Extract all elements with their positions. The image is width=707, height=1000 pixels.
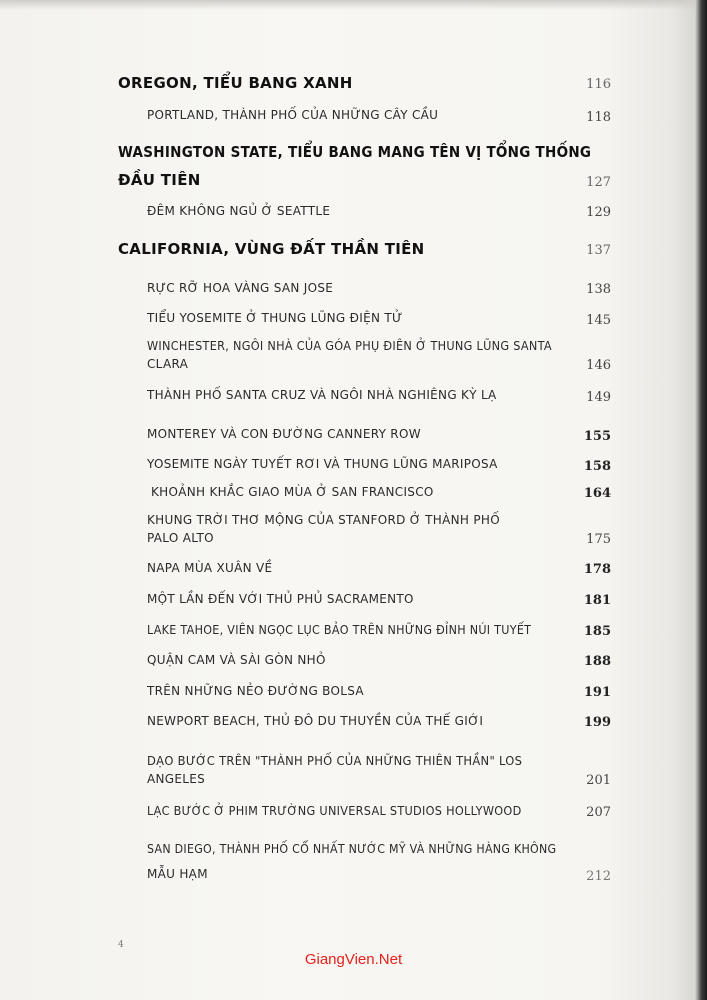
toc-page-number: 199 (583, 715, 611, 730)
toc-entry-title-line2: PALO ALTO (147, 531, 214, 545)
toc-page-number: 188 (583, 654, 611, 669)
toc-entry-title: RỰC RỠ HOA VÀNG SAN JOSE (147, 281, 334, 295)
toc-page-number: 178 (583, 562, 611, 577)
toc-page-number: 191 (583, 685, 611, 700)
toc-entry-title: TIỂU YOSEMITE Ở THUNG LŨNG ĐIỆN TỬ (147, 311, 403, 325)
toc-section-title: OREGON, TIỂU BANG XANH (118, 74, 353, 92)
toc-page-number: 127 (586, 175, 611, 190)
page-top-shadow (0, 0, 707, 10)
toc-section-title-line1: WASHINGTON STATE, TIỂU BANG MANG TÊN VỊ TỔNG THỐNG (118, 143, 592, 161)
toc-entry-title: QUẬN CAM VÀ SÀI GÒN NHỎ (147, 653, 326, 667)
toc-page-number: 212 (586, 869, 611, 884)
toc-page-number: 138 (586, 282, 611, 297)
toc-page-number: 158 (583, 459, 611, 474)
toc-page-number: 164 (583, 486, 611, 501)
toc-entry-title-line1: KHUNG TRỜI THƠ MỘNG CỦA STANFORD Ở THÀNH PHỐ (147, 513, 500, 527)
toc-page-number: 137 (586, 243, 611, 258)
toc-page-number: 185 (583, 624, 611, 639)
toc-page-number: 146 (586, 358, 611, 373)
book-spine (695, 0, 707, 1000)
toc-entry-title: PORTLAND, THÀNH PHỐ CỦA NHỮNG CÂY CẦU (147, 108, 439, 122)
toc-page-number: 201 (586, 773, 611, 788)
toc-entry-title: ĐÊM KHÔNG NGỦ Ở SEATTLE (147, 204, 331, 218)
toc-entry-title: NAPA MÙA XUÂN VỀ (147, 561, 273, 575)
toc-page-number: 181 (583, 593, 611, 608)
watermark: GiangVien.Net (304, 951, 403, 968)
toc-entry-title: KHOẢNH KHẮC GIAO MÙA Ở SAN FRANCISCO (151, 485, 434, 499)
toc-page-number: 116 (586, 77, 611, 92)
toc-page-number: 145 (586, 313, 611, 328)
toc-entry-title-line2: CLARA (147, 357, 189, 371)
toc-entry-title-line1: DẠO BƯỚC TRÊN "THÀNH PHỐ CỦA NHỮNG THIÊN THẦN" LOS (147, 754, 523, 768)
toc-page-number: 155 (583, 429, 611, 444)
toc-entry-title-line1: SAN DIEGO, THÀNH PHỐ CỔ NHẤT NƯỚC MỸ VÀ NHỮNG HÀNG KHÔNG (147, 842, 557, 856)
toc-entry-title: LAKE TAHOE, VIÊN NGỌC LỤC BẢO TRÊN NHỮNG ĐỈNH NÚI TUYẾT (147, 623, 532, 637)
toc-entry-title-line1: WINCHESTER, NGÔI NHÀ CỦA GÓA PHỤ ĐIÊN Ở THUNG LŨNG SANTA (147, 339, 552, 353)
toc-entry-title-line2: MẪU HẠM (147, 867, 208, 881)
toc-entry-title: MONTEREY VÀ CON ĐƯỜNG CANNERY ROW (147, 427, 421, 441)
toc-entry-title: NEWPORT BEACH, THỦ ĐÔ DU THUYỀN CỦA THẾ GIỚI (147, 714, 484, 728)
toc-page-number: 175 (586, 532, 611, 547)
page-number-footer: 4 (118, 940, 124, 950)
toc-entry-title: LẠC BƯỚC Ở PHIM TRƯỜNG UNIVERSAL STUDIOS HOLLYWOOD (147, 804, 522, 818)
toc-entry-title: YOSEMITE NGÀY TUYẾT RƠI VÀ THUNG LŨNG MARIPOSA (147, 457, 498, 471)
toc-page-number: 118 (586, 110, 611, 125)
toc-page-number: 207 (586, 805, 611, 820)
toc-section-title-line2: ĐẦU TIÊN (118, 171, 201, 189)
toc-entry-title: TRÊN NHỮNG NẺO ĐƯỜNG BOLSA (147, 684, 364, 698)
toc-entry-title: MỘT LẦN ĐẾN VỚI THỦ PHỦ SACRAMENTO (147, 592, 414, 606)
toc-entry-title-line2: ANGELES (147, 772, 206, 786)
toc-page-number: 149 (586, 390, 611, 405)
toc-section-title: CALIFORNIA, VÙNG ĐẤT THẦN TIÊN (118, 240, 425, 258)
toc-page-number: 129 (586, 205, 611, 220)
toc-entry-title: THÀNH PHỐ SANTA CRUZ VÀ NGÔI NHÀ NGHIÊNG KỲ LẠ (147, 388, 497, 402)
